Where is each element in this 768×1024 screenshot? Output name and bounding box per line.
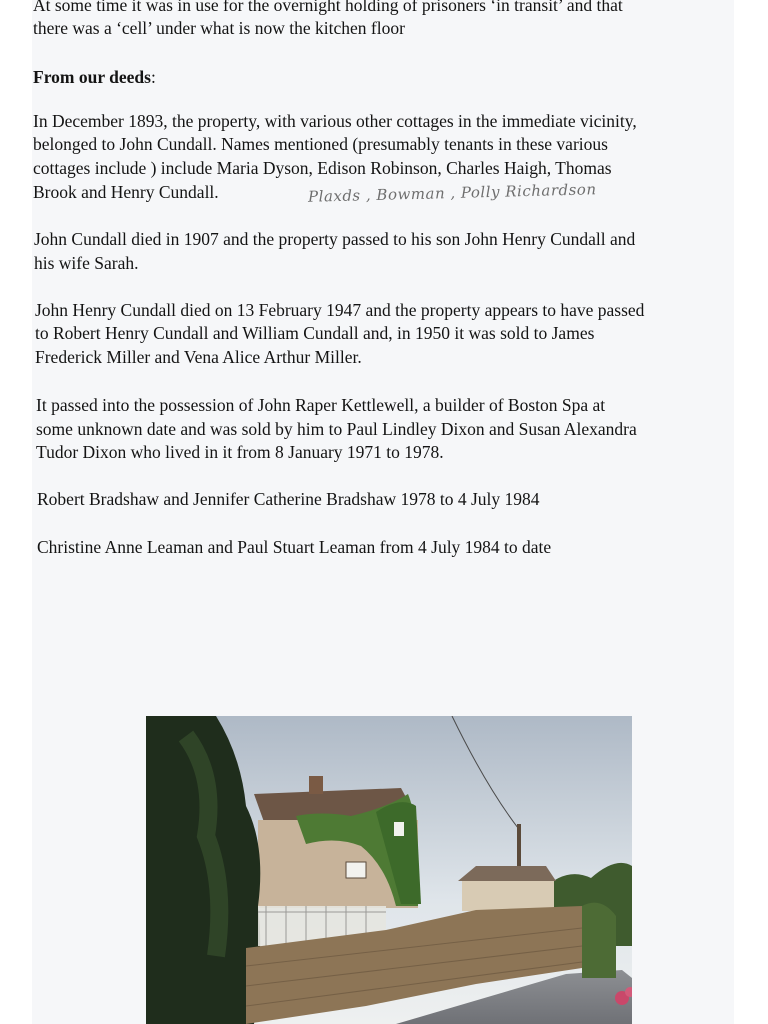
para1-line-2: belonged to John Cundall. Names mentioned (presumably tenants in these various: [33, 134, 608, 154]
intro-line-1: At some time it was in use for the overnight holding of prisoners ‘in transit’ and that: [33, 0, 623, 15]
para4-line-2: some unknown date and was sold by him to Paul Lindley Dixon and Susan Alexandra: [36, 419, 637, 439]
para5: Robert Bradshaw and Jennifer Catherine Bradshaw 1978 to 4 July 1984: [37, 489, 540, 509]
chimney: [309, 776, 323, 794]
window: [346, 862, 366, 878]
para1-line-1: In December 1893, the property, with various other cottages in the immediate vicinity,: [33, 111, 637, 131]
para3-line-3: Frederick Miller and Vena Alice Arthur Miller.: [35, 347, 362, 367]
deeds-heading-text: From our deeds: [33, 67, 151, 87]
small-window: [394, 822, 404, 836]
intro-line-2: there was a ‘cell’ under what is now the kitchen floor: [33, 18, 405, 38]
para3-line-2: to Robert Henry Cundall and William Cundall and, in 1950 it was sold to James: [35, 323, 595, 343]
cottage-photo-illustration: [146, 716, 632, 1024]
para3-line-1: John Henry Cundall died on 13 February 1947 and the property appears to have passed: [35, 300, 645, 320]
cottage-photo: [146, 716, 632, 1024]
para6: Christine Anne Leaman and Paul Stuart Leaman from 4 July 1984 to date: [37, 537, 552, 557]
deeds-heading-colon: :: [150, 67, 156, 87]
right-hedge: [582, 903, 616, 978]
para1-line-4: Brook and Henry Cundall.: [33, 182, 219, 202]
deeds-heading: [33, 66, 156, 89]
para4-line-1: It passed into the possession of John Raper Kettlewell, a builder of Boston Spa at: [36, 395, 606, 415]
para2-line-1: John Cundall died in 1907 and the property passed to his son John Henry Cundall and: [34, 229, 636, 249]
para2-line-2: his wife Sarah.: [34, 253, 139, 273]
handwritten-note: Plaxds , Bowman , Polly Richardson: [307, 180, 597, 206]
para4-line-3: Tudor Dixon who lived in it from 8 January 1971 to 1978.: [36, 442, 444, 462]
para1-line-3: cottages include ) include Maria Dyson, Edison Robinson, Charles Haigh, Thomas: [33, 158, 612, 178]
